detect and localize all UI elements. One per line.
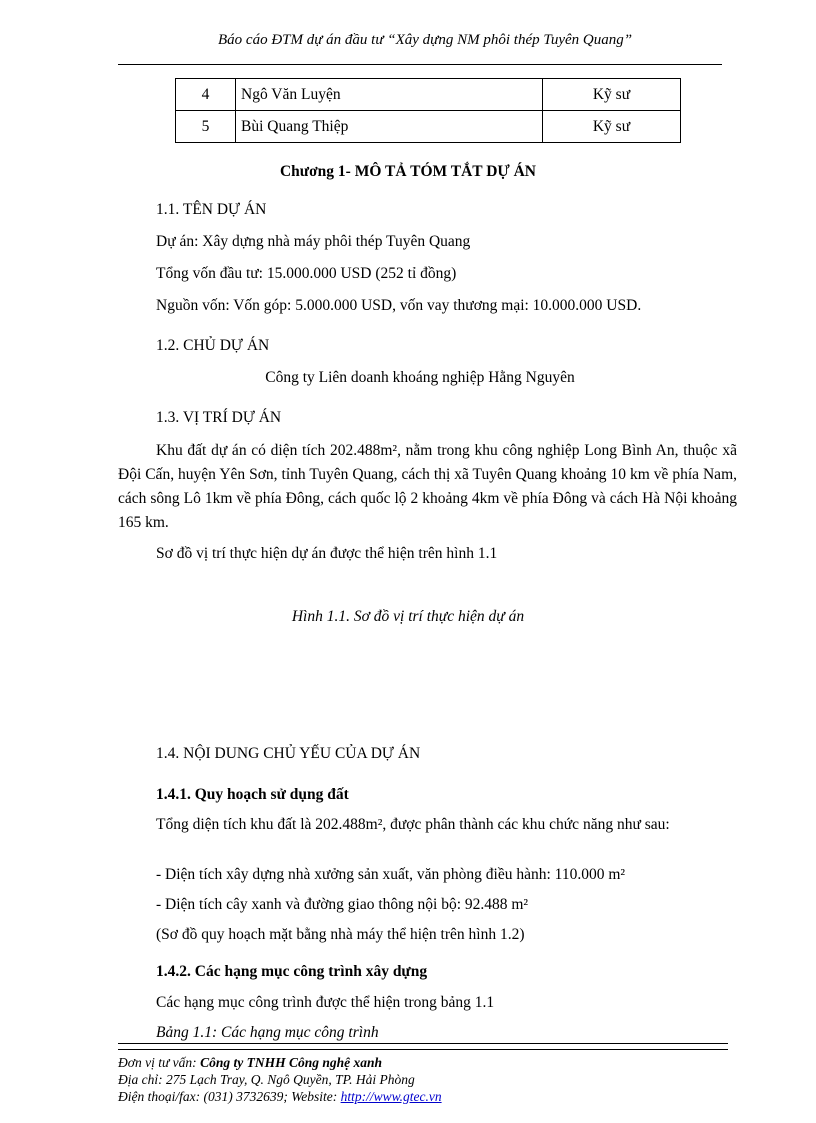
table-cell-name: Bùi Quang Thiệp [236, 111, 543, 143]
capital-line: Tổng vốn đầu tư: 15.000.000 USD (252 tỉ đồng) [156, 265, 457, 282]
table-cell-no: 4 [176, 79, 236, 111]
figure-caption: Hình 1.1. Sơ đồ vị trí thực hiện dự án [291, 608, 525, 625]
section-heading-1-4: 1.4. NỘI DUNG CHỦ YẾU CỦA DỰ ÁN [156, 745, 421, 762]
owner-name: Công ty Liên doanh khoáng nghiệp Hằng Nguyên [265, 369, 575, 386]
subsection-heading-1-4-1: 1.4.1. Quy hoạch sử dụng đất [156, 786, 349, 803]
land-use-item: - Diện tích xây dựng nhà xưởng sản xuất, văn phòng điều hành: 110.000 m² [156, 866, 626, 883]
footer-website-link[interactable]: http://www.gtec.vn [340, 1089, 442, 1104]
footer-contact [118, 1089, 442, 1105]
chapter-prefix: Chương 1- [279, 163, 351, 180]
table-cell-role: Kỹ sư [543, 111, 681, 143]
land-use-intro: Tổng diện tích khu đất là 202.488m², được phân thành các khu chức năng như sau: [156, 816, 670, 833]
footer-consultant [118, 1055, 382, 1071]
table-cell-name: Ngô Văn Luyện [236, 79, 543, 111]
table-row [176, 111, 681, 143]
table-cell-role: Kỹ sư [543, 79, 681, 111]
land-use-item: - Diện tích cây xanh và đường giao thông nội bộ: 92.488 m² [156, 896, 529, 913]
section-heading-1-1: 1.1. TÊN DỰ ÁN [156, 201, 267, 218]
section-heading-1-2: 1.2. CHỦ DỰ ÁN [156, 337, 270, 354]
section-heading-1-3: 1.3. VỊ TRÍ DỰ ÁN [156, 409, 282, 426]
document-header-title: Báo cáo ĐTM dự án đầu tư “Xây dựng NM phôi thép Tuyên Quang” [218, 32, 633, 48]
table-row [176, 79, 681, 111]
table-cell-no: 5 [176, 111, 236, 143]
subsection-heading-1-4-2: 1.4.2. Các hạng mục công trình xây dựng [156, 963, 428, 980]
header-divider [118, 64, 722, 65]
staff-table [175, 78, 681, 143]
location-paragraph: Khu đất dự án có diện tích 202.488m², nằm trong khu công nghiệp Long Bình An, thuộc xã Đội Cấn, huyện Yên Sơn, tỉnh Tuyên Quang, cách thị xã Tuyên Quang khoảng 10 km về phía Nam, cách sông Lô 1km về phía Đông, cách quốc lộ 2 khoảng 4km về phía Đông và cách Hà Nội khoảng 165 km. [118, 442, 737, 531]
works-intro: Các hạng mục công trình được thể hiện trong bảng 1.1 [156, 994, 495, 1011]
table-caption: Bảng 1.1: Các hạng mục công trình [156, 1024, 379, 1041]
chapter-heading [0, 163, 816, 181]
footer-divider [118, 1049, 728, 1050]
capital-source-line: Nguồn vốn: Vốn góp: 5.000.000 USD, vốn vay thương mại: 10.000.000 USD. [156, 297, 642, 314]
figure-reference: Sơ đồ vị trí thực hiện dự án được thể hiện trên hình 1.1 [156, 545, 498, 562]
chapter-title: MÔ TẢ TÓM TẮT DỰ ÁN [354, 163, 537, 180]
land-use-note: (Sơ đồ quy hoạch mặt bằng nhà máy thể hiện trên hình 1.2) [156, 926, 525, 943]
footer-divider [118, 1043, 728, 1044]
project-name-line: Dự án: Xây dựng nhà máy phôi thép Tuyên Quang [156, 233, 471, 250]
footer-consultant-name: Công ty TNHH Công nghệ xanh [200, 1055, 382, 1070]
footer-address: Địa chỉ: 275 Lạch Tray, Q. Ngô Quyền, TP. Hải Phòng [118, 1072, 415, 1087]
footer-phone: Điện thoại/fax: (031) 3732639; Website: [118, 1089, 338, 1104]
footer-consultant-label: Đơn vị tư vấn: [118, 1055, 197, 1070]
